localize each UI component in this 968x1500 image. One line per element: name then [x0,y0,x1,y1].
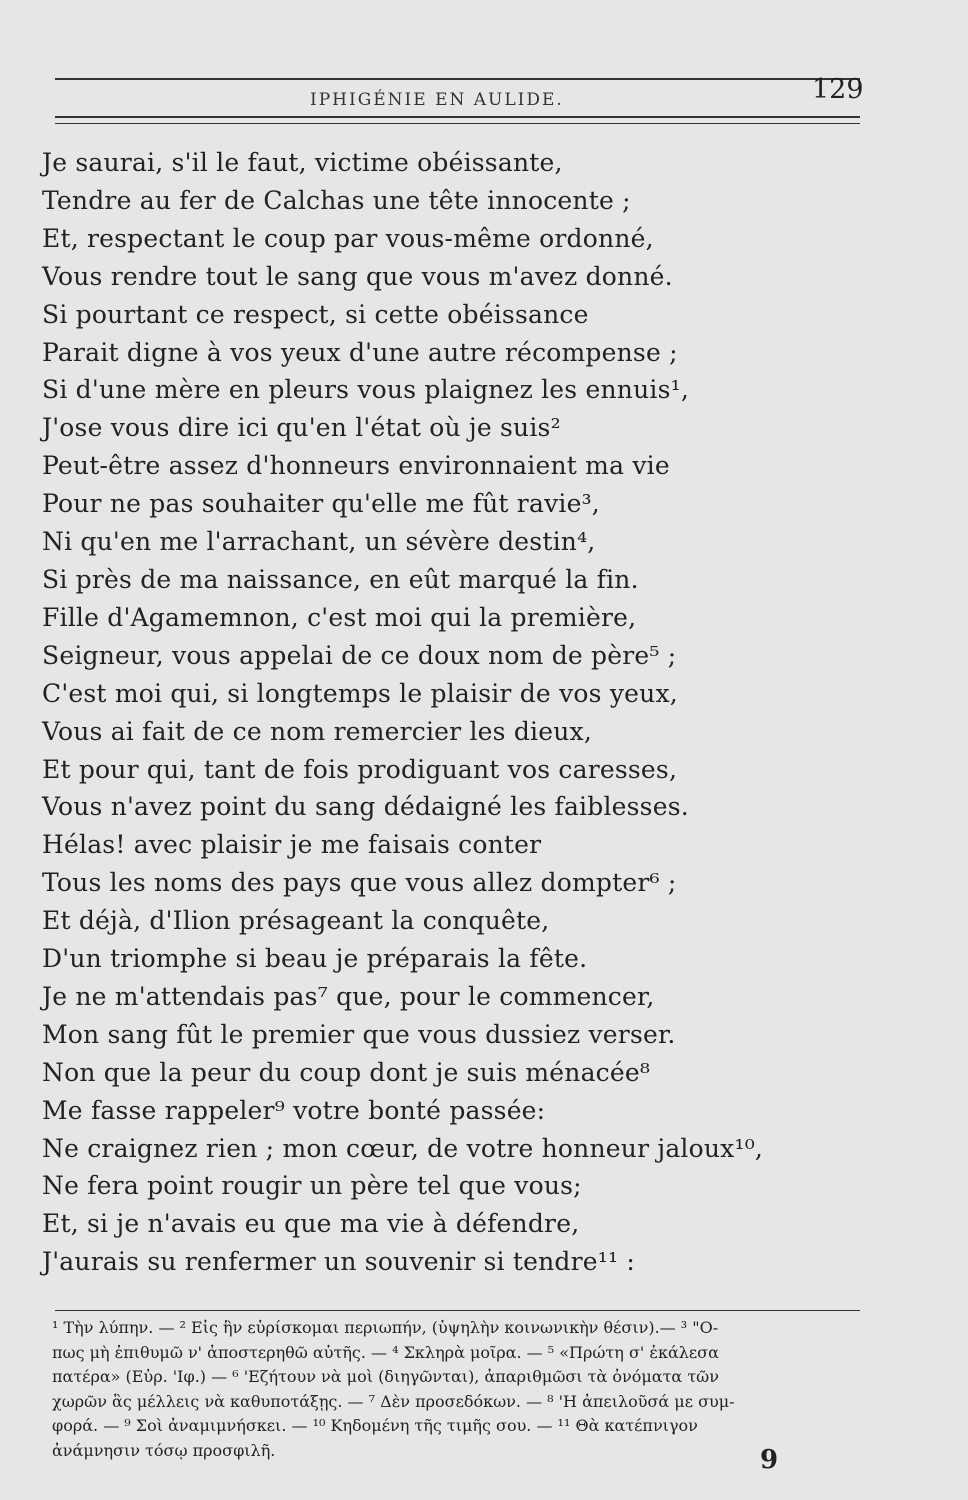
running-title: IPHIGÉNIE EN AULIDE. [310,90,564,110]
verse-line: Si d'une mère en pleurs vous plaignez les ennuis¹, [42,375,689,405]
verse-line: Tous les noms des pays que vous allez dompter⁶ ; [42,868,677,898]
verse-line: Et pour qui, tant de fois prodiguant vos caresses, [42,754,678,784]
footnote-line: ¹ Τὴν λύπην. — ² Εἰς ἣν εὑρίσκομαι περιωπήν, (ὑψηλὴν κοινωνικὴν θέσιν).— ³ "Ο- [52,1318,719,1337]
header-rule-bottom [55,116,860,118]
verse-line: J'aurais su renfermer un souvenir si tendre¹¹ : [42,1247,635,1277]
footnote-line: φορά. — ⁹ Σοὶ ἀναμιμνήσκει. — ¹⁰ Κηδομένη τῆς τιμῆς σου. — ¹¹ Θὰ κατέπνιγον [52,1416,698,1435]
footnote-line: πως μὴ ἐπιθυμῶ ν' ἀποστερηθῶ αὐτῆς. — ⁴ Σκληρὰ μοῖρα. — ⁵ «Πρώτη σ' ἐκάλεσα [52,1342,719,1362]
verse-line: Peut-être assez d'honneurs environnaient ma vie [42,451,670,481]
verse-line: Fille d'Agamemnon, c'est moi qui la première, [42,602,637,632]
verse-line: Mon sang fût le premier que vous dussiez verser. [42,1019,676,1049]
page-number: 129 [812,74,864,105]
verse-line: C'est moi qui, si longtemps le plaisir de vos yeux, [42,678,678,708]
verse-line: Et, si je n'avais eu que ma vie à défendre, [42,1209,580,1239]
verse-line: Vous ai fait de ce nom remercier les dieux, [42,716,592,746]
verse-line: Seigneur, vous appelai de ce doux nom de père⁵ ; [42,640,677,670]
verse-line: Et, respectant le coup par vous-même ordonné, [42,223,654,253]
verse-text [42,144,882,1281]
verse-line: Ne fera point rougir un père tel que vous; [42,1171,582,1201]
verse-line: D'un triomphe si beau je préparais la fête. [42,944,588,974]
verse-line: J'ose vous dire ici qu'en l'état où je suis² [42,413,561,443]
verse-line: Non que la peur du coup dont je suis ménacée⁸ [42,1057,651,1087]
verse-line: Si pourtant ce respect, si cette obéissance [42,299,589,329]
verse-line: Me fasse rappeler⁹ votre bonté passée: [42,1095,546,1125]
verse-line: Si près de ma naissance, en eût marqué la fin. [42,564,639,594]
footnote-rule [55,1310,860,1311]
verse-line: Ne craignez rien ; mon cœur, de votre honneur jaloux¹⁰, [42,1133,764,1163]
footnotes [52,1316,882,1463]
verse-line: Je saurai, s'il le faut, victime obéissante, [42,148,563,177]
footnote-line: χωρῶν ἃς μέλλεις νὰ καθυποτάξῃς. — ⁷ Δὲν προσεδόκων. — ⁸ 'Η ἀπειλοῦσά με συμ- [52,1391,735,1411]
verse-line: Tendre au fer de Calchas une tête innocente ; [42,185,631,215]
verse-line: Pour ne pas souhaiter qu'elle me fût ravie³, [42,489,600,519]
verse-line: Je ne m'attendais pas⁷ que, pour le commencer, [42,981,655,1011]
verse-line: Vous rendre tout le sang que vous m'avez donné. [42,261,673,291]
footnote-line: πατέρα» (Εὐρ. 'Ιφ.) — ⁶ 'Εζήτουν νὰ μοὶ (διηγῶνται), ἀπαριθμῶσι τὰ ὀνόματα τῶν [52,1367,719,1386]
verse-line: Et déjà, d'Ilion présageant la conquête, [42,906,550,936]
header-rule-double [55,123,860,124]
verse-line: Hélas! avec plaisir je me faisais conter [42,830,542,860]
signature-mark: 9 [760,1445,779,1475]
verse-line: Parait digne à vos yeux d'une autre récompense ; [42,337,678,367]
verse-line: Ni qu'en me l'arrachant, un sévère destin⁴, [42,527,596,557]
footnote-line: ἀνάμνησιν τόσῳ προσφιλῆ. [52,1440,276,1460]
header-rule-top [55,78,860,80]
verse-line: Vous n'avez point du sang dédaigné les faiblesses. [42,792,689,822]
